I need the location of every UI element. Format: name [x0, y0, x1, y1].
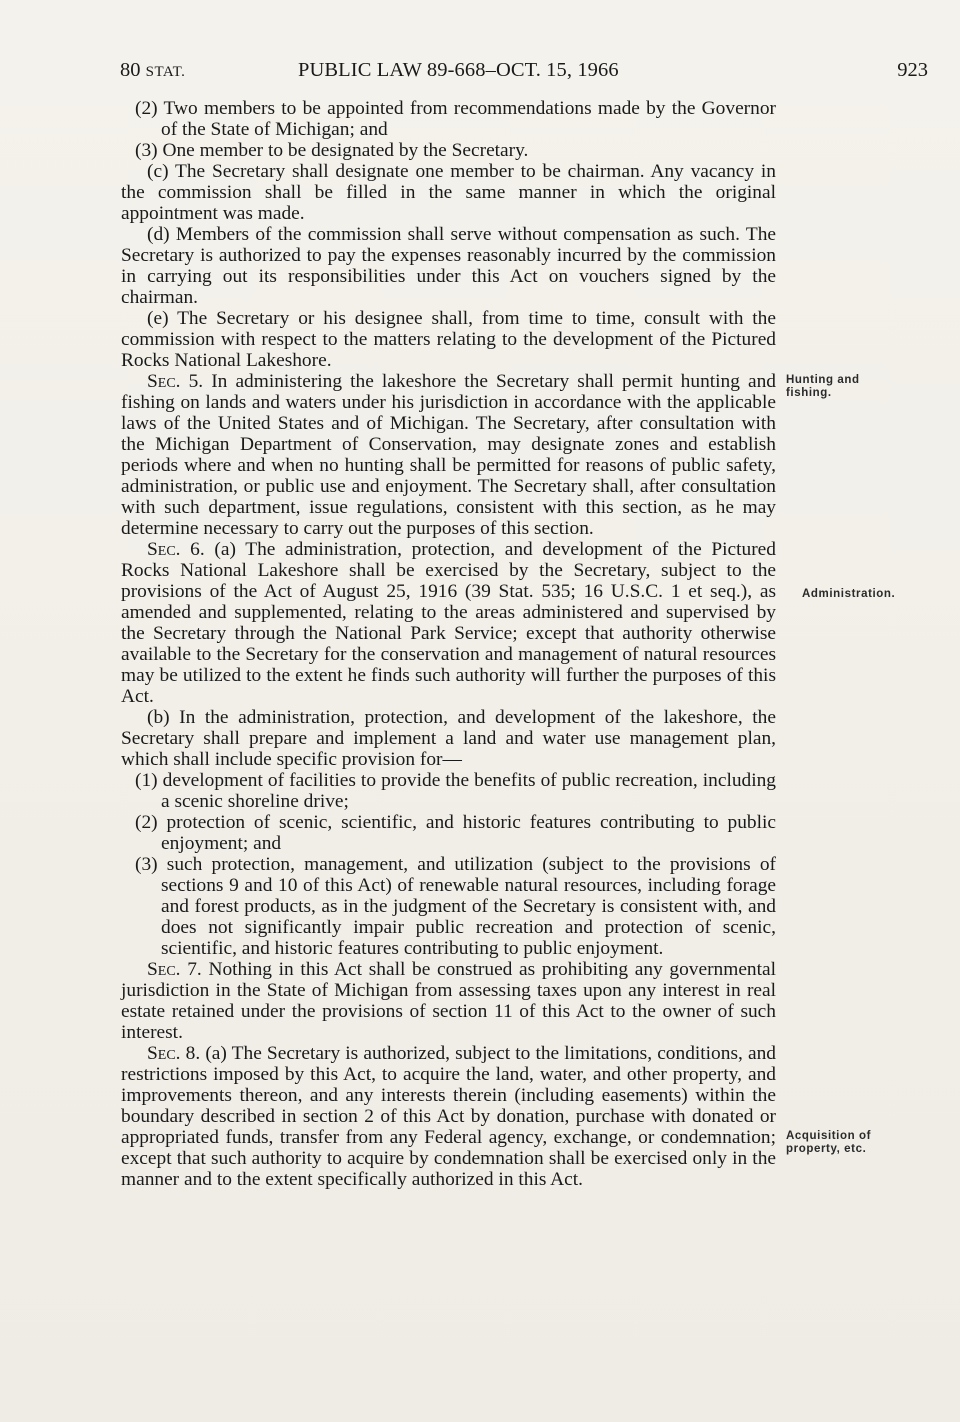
section-6-label: Sec. 6. [147, 539, 205, 560]
section-7-label: Sec. 7. [147, 959, 202, 980]
page-number: 923 [897, 59, 928, 81]
volume-citation [120, 56, 185, 86]
paragraph-c: (c) The Secretary shall designate one member to be chairman. Any vacancy in the commission shall be filled in the same manner in which the original appointment was made. [121, 161, 776, 224]
paragraph-6b-3: (3) such protection, management, and utilization (subject to the provisions of sections 9 and 10 of this Act) of renewable natural resources, including forage and forest products, as in the judgment of the Secretary is consistent with, and does not significantly impair public recreation and protection of scenic, scientific, and historic features contributing to public enjoyment. [135, 854, 776, 959]
section-5-label: Sec. 5. [147, 371, 204, 392]
margin-note-administration: Administration. [802, 588, 896, 600]
paragraph-6b-1: (1) development of facilities to provide the benefits of public recreation, including a scenic shoreline drive; [135, 770, 776, 812]
paragraph-e: (e) The Secretary or his designee shall, from time to time, consult with the commission with respect to the matters relating to the development of the Pictured Rocks National Lakeshore. [121, 308, 776, 371]
paragraph-2-3: (3) One member to be designated by the Secretary. [135, 140, 529, 161]
page-header [120, 56, 928, 84]
section-8a-text: (a) The Secretary is authorized, subject to the limitations, conditions, and restrictions imposed by this Act, to acquire the land, water, and other property, and improvements thereon, and any interests therein (including easements) within the boundary described in section 2 of this Act by donation, purchase with donated or appropriated funds, transfer from any Federal agency, exchange, or condemnation; except that such authority to acquire by condemnation shall be exercised only in the manner and to the extent specifically authorized in this Act. [121, 1043, 776, 1190]
section-8-label: Sec. 8. [147, 1043, 201, 1064]
paragraph-6b-2: (2) protection of scenic, scientific, and historic features contributing to public enjoyment; and [135, 812, 776, 854]
margin-note-hunting: Hunting and fishing. [786, 374, 860, 399]
section-7-text: Nothing in this Act shall be construed as prohibiting any governmental jurisdiction in the State of Michigan from assessing taxes upon any interest in real estate retained under the provisions of section 11 of this Act to the owner of such interest. [121, 959, 777, 1043]
section-8a [121, 1043, 776, 1190]
paragraph-6b: (b) In the administration, protection, and development of the lakeshore, the Secretary shall prepare and implement a land and water use management plan, which shall include specific provision for— [121, 707, 776, 770]
margin-note-acquisition: Acquisition of property, etc. [786, 1130, 872, 1155]
paragraph-d: (d) Members of the commission shall serve without compensation as such. The Secretary is authorized to pay the expenses reasonably incurred by the commission in carrying out its responsibilities under this Act on vouchers signed by the chairman. [121, 224, 776, 308]
section-5 [121, 371, 776, 539]
body-text [121, 98, 776, 1190]
section-6a-text: (a) The administration, protection, and development of the Pictured Rocks National Lakeshore shall be exercised by the Secretary, subject to the provisions of the Act of August 25, 1916 (39 Stat. 535; 16 U.S.C. 1 et seq.), as amended and supplemented, relating to the areas administered and supervised by the Secretary through the National Park Service; except that authority otherwise available to the Secretary for the conservation and management of natural resources may be utilized to the extent he finds such authority will further the purposes of this Act. [121, 539, 776, 707]
volume-label: STAT. [145, 64, 186, 80]
section-7 [121, 959, 776, 1043]
volume-number: 80 [120, 59, 141, 81]
law-title: PUBLIC LAW 89-668–OCT. 15, 1966 [298, 59, 619, 81]
section-5-text: In administering the lakeshore the Secretary shall permit hunting and fishing on lands and waters under his jurisdiction in accordance with the applicable laws of the United States and of Michigan. The Secretary, after consultation with the Michigan Department of Conservation, may designate zones and establish periods where and when no hunting shall be permitted for reasons of public safety, administration, or public use and enjoyment. The Secretary shall, after consultation with such department, issue regulations, consistent with this section, as he may determine necessary to carry out the purposes of this section. [121, 371, 776, 539]
section-6a [121, 539, 776, 707]
paragraph-2-2: (2) Two members to be appointed from recommendations made by the Governor of the State of Michigan; and [135, 98, 776, 140]
